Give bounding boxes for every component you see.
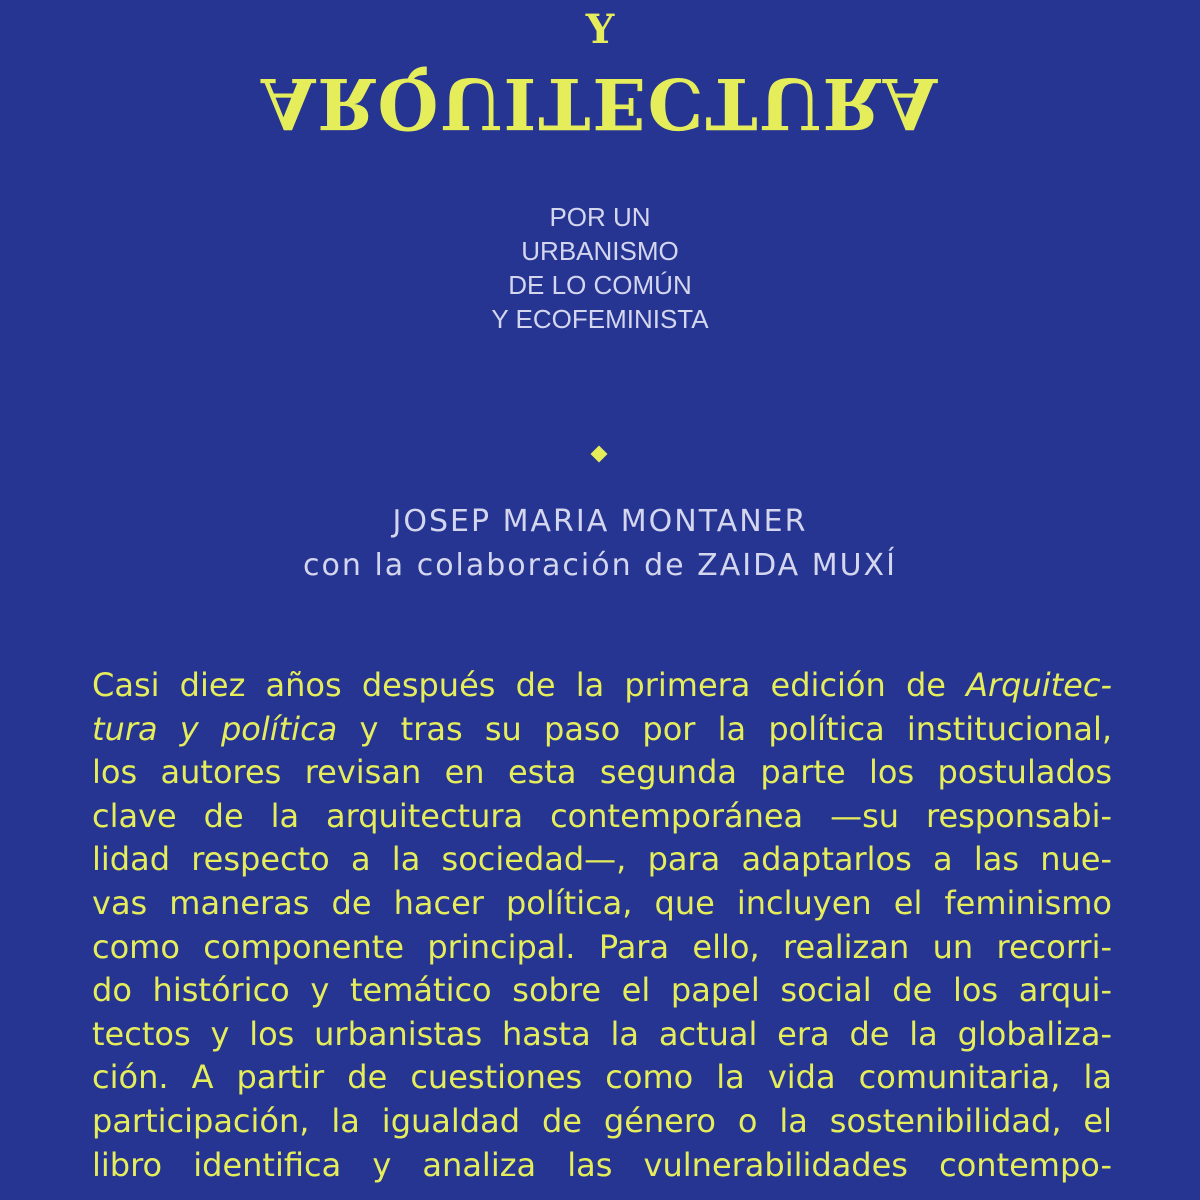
- subtitle-line: POR UN: [549, 202, 651, 232]
- subtitle-line: URBANISMO: [521, 236, 679, 266]
- blurb-book-title-italic: tura y política: [92, 709, 338, 748]
- diamond-icon: [591, 446, 608, 463]
- blurb-line: clave de la arquitectura contemporánea —su responsabi-: [92, 796, 1112, 835]
- blurb-line: libro identifica y analiza las vulnerabilidades contempo-: [92, 1145, 1112, 1184]
- blurb-line-text: y tras su paso por la política institucional,: [337, 709, 1113, 748]
- blurb-book-title-italic: Arquitec-: [966, 666, 1112, 704]
- blurb-line: vas maneras de hacer política, que incluyen el feminismo: [92, 883, 1112, 922]
- subtitle-line: Y ECOFEMINISTA: [491, 304, 709, 334]
- book-title-mirrored: ARQUITECTURA: [260, 62, 940, 145]
- subtitle-line: DE LO COMÚN: [508, 270, 692, 300]
- blurb-line: [92, 664, 1112, 708]
- blurb-line: como componente principal. Para ello, realizan un recorri-: [92, 927, 1112, 966]
- blurb-line-text: Casi diez años después de la primera edición de: [92, 666, 967, 704]
- blurb-line: ción. A partir de cuestiones como la vida comunitaria, la: [92, 1058, 1112, 1097]
- authors: [0, 500, 1200, 588]
- blurb-line: lidad respecto a la sociedad—, para adaptarlos a las nue-: [92, 840, 1112, 879]
- blurb-text: [92, 664, 1112, 1187]
- blurb-line: participación, la igualdad de género o la sostenibilidad, el: [92, 1101, 1112, 1140]
- title-conjunction: Y: [585, 6, 615, 53]
- collaborator-line: con la colaboración de ZAIDA MUXÍ: [303, 548, 897, 583]
- subtitle: [0, 200, 1200, 336]
- blurb-line: los autores revisan en esta segunda parte los postulados: [92, 753, 1112, 792]
- blurb-line: do histórico y temático sobre el papel social de los arqui-: [92, 971, 1112, 1010]
- blurb-line: [92, 708, 1112, 752]
- author-name: JOSEP MARIA MONTANER: [392, 504, 808, 539]
- blurb-line: tectos y los urbanistas hasta la actual era de la globaliza-: [92, 1014, 1112, 1053]
